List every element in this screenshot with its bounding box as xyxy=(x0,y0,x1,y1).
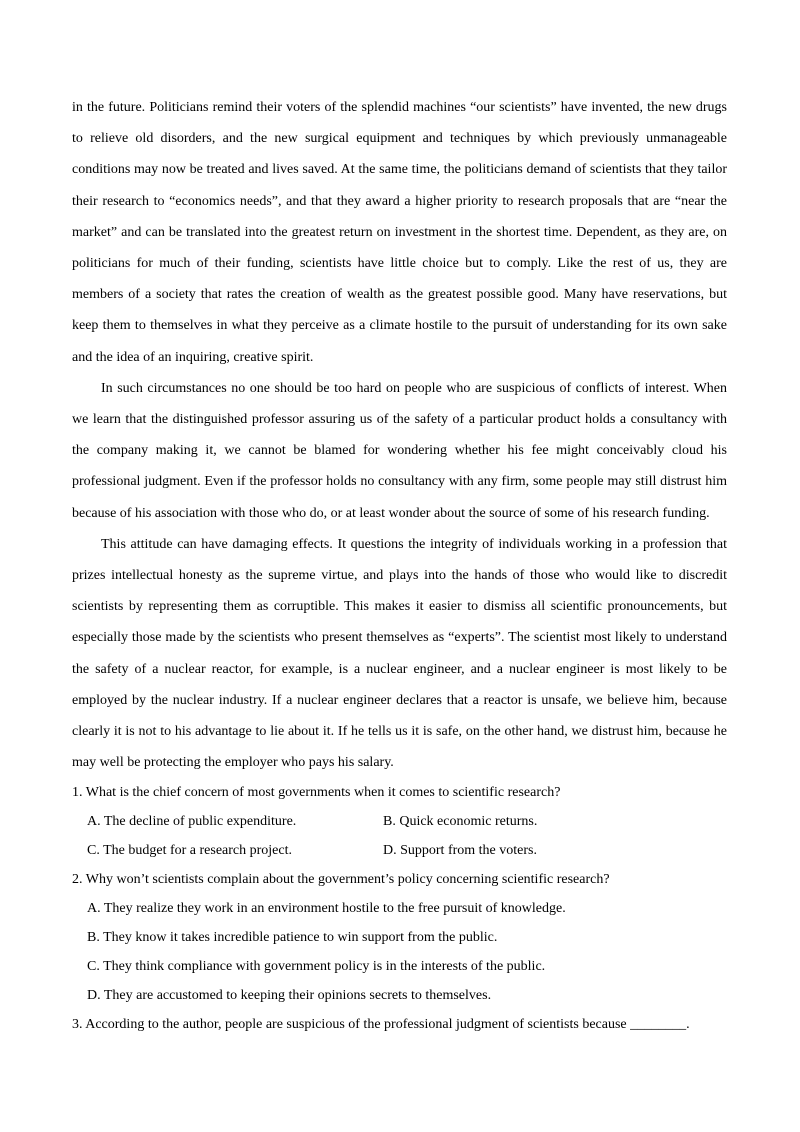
question-2-option-a: A. They realize they work in an environment hostile to the free pursuit of knowledge. xyxy=(87,901,566,917)
question-1 xyxy=(72,778,727,865)
question-2 xyxy=(72,865,727,1010)
question-2-option-b: B. They know it takes incredible patience to win support from the public. xyxy=(87,930,498,946)
question-2-option-d: D. They are accustomed to keeping their opinions secrets to themselves. xyxy=(87,988,492,1004)
passage-paragraph-2: In such circumstances no one should be too hard on people who are suspicious of conflicts of interest. When we learn that the distinguished professor assuring us of the safety of a particular product holds a consultancy with the company making it, we cannot be blamed for wondering whether his fee might conceivably cloud his professional judgment. Even if the professor holds no consultancy with any firm, some people may still distrust him because of his association with those who do, or at least wonder about the source of some of his research funding. xyxy=(72,380,727,521)
question-1-option-d: D. Support from the voters. xyxy=(383,843,537,859)
question-3-stem: 3. According to the author, people are suspicious of the professional judgment of scientists because ________. xyxy=(72,1017,690,1033)
question-1-options-row-1 xyxy=(72,807,727,836)
question-1-stem: 1. What is the chief concern of most governments when it comes to scientific research? xyxy=(72,785,561,801)
question-3 xyxy=(72,1010,727,1039)
passage-paragraph-3: This attitude can have damaging effects. It questions the integrity of individuals working in a profession that prizes intellectual honesty as the supreme virtue, and plays into the hands of those who would like to discredit scientists by representing them as corruptible. This makes it easier to dismiss all scientific pronouncements, but especially those made by the scientists who present themselves as “experts”. The scientist most likely to understand the safety of a nuclear reactor, for example, is a nuclear engineer, and a nuclear engineer is most likely to be employed by the nuclear industry. If a nuclear engineer declares that a reactor is unsafe, we believe him, because clearly it is not to his advantage to lie about it. If he tells us it is safe, on the other hand, we distrust him, because he may well be protecting the employer who pays his salary. xyxy=(72,536,727,771)
question-2-stem: 2. Why won’t scientists complain about the government’s policy concerning scientific research? xyxy=(72,872,610,888)
question-1-option-b: B. Quick economic returns. xyxy=(383,814,538,830)
passage-paragraph-1: in the future. Politicians remind their voters of the splendid machines “our scientists” have invented, the new drugs to relieve old disorders, and the new surgical equipment and techniques by which previously unmanageable conditions may now be treated and lives saved. At the same time, the politicians demand of scientists that they tailor their research to “economics needs”, and that they award a higher priority to research proposals that are “near the market” and can be translated into the greatest return on investment in the shortest time. Dependent, as they are, on politicians for much of their funding, scientists have little choice but to comply. Like the rest of us, they are members of a society that rates the creation of wealth as the greatest possible good. Many have reservations, but keep them to themselves in what they perceive as a climate hostile to the pursuit of understanding for its own sake and the idea of an inquiring, creative spirit. xyxy=(72,100,727,365)
question-2-option-c: C. They think compliance with government policy is in the interests of the public. xyxy=(87,959,546,975)
document-page xyxy=(72,92,727,1039)
question-1-option-c: C. The budget for a research project. xyxy=(87,843,292,859)
question-1-options-row-2 xyxy=(72,836,727,865)
question-1-option-a: A. The decline of public expenditure. xyxy=(87,814,297,830)
